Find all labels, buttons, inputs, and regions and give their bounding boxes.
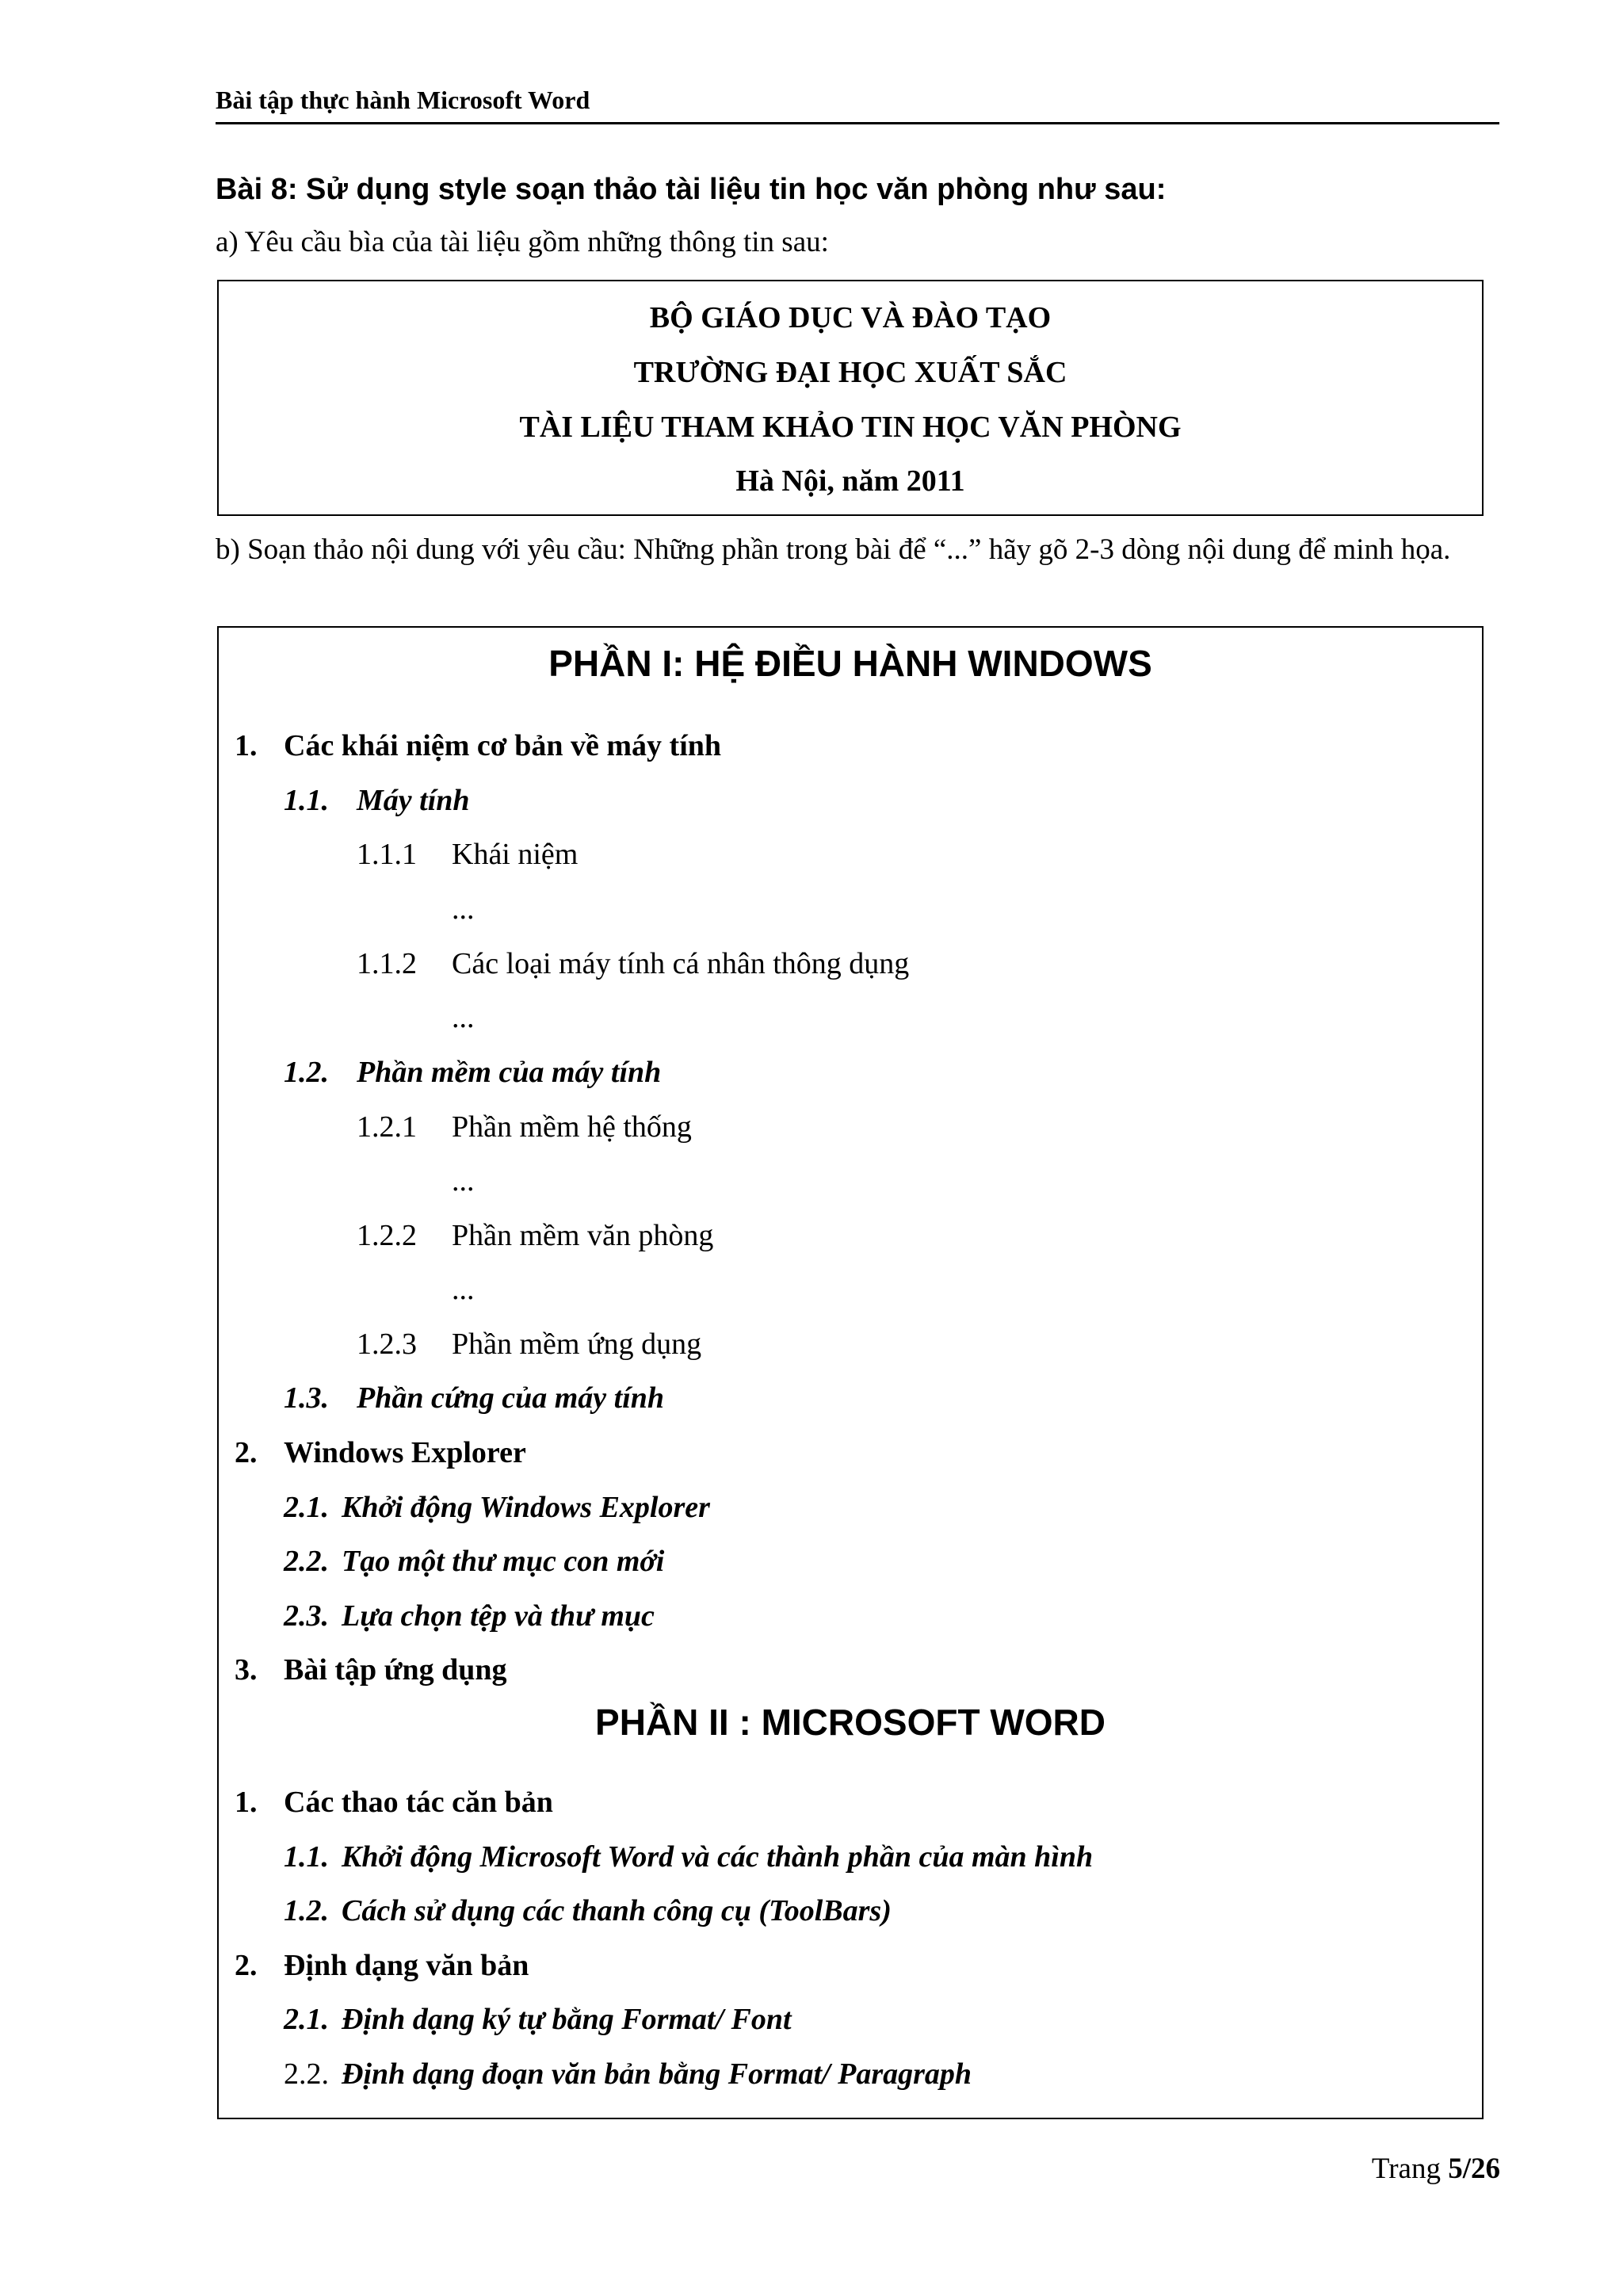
part2-title: PHẦN II : MICROSOFT WORD (595, 1702, 1106, 1743)
heading-text: Phần mềm hệ thống (452, 1110, 692, 1144)
heading-text: Phần mềm ứng dụng (452, 1328, 702, 1361)
heading-number: 1.1. (284, 1840, 329, 1874)
part-b-instruction: b) Soạn thảo nội dung với yêu cầu: Những phần trong bài để “...” hãy gõ 2-3 dòng nội dung để minh họa. (216, 533, 1451, 566)
heading-number: 1.2.1 (357, 1110, 417, 1144)
heading-number: 3. (235, 1653, 258, 1687)
heading-text: Windows Explorer (284, 1436, 526, 1469)
heading-text: Tạo một thư mục con mới (342, 1545, 665, 1578)
ellipsis-text: ... (452, 892, 475, 926)
heading-number: 2. (235, 1949, 258, 1982)
heading-text: Lựa chọn tệp và thư mục (342, 1599, 655, 1633)
cover-line-ministry: BỘ GIÁO DỤC VÀ ĐÀO TẠO (649, 301, 1052, 334)
heading-number: 2.3. (284, 1599, 329, 1633)
cover-line-place-year: Hà Nội, năm 2011 (735, 464, 965, 498)
heading-number: 1.3. (284, 1381, 329, 1415)
heading-text: Các loại máy tính cá nhân thông dụng (452, 947, 910, 980)
cover-line-university: TRƯỜNG ĐẠI HỌC XUẤT SẮC (633, 356, 1067, 389)
ellipsis-text: ... (452, 1001, 475, 1034)
heading-number: 1.2.2 (357, 1219, 417, 1252)
ellipsis-text: ... (452, 1273, 475, 1306)
heading-text: Phần mềm của máy tính (357, 1056, 662, 1089)
heading-number: 2.1. (284, 2003, 329, 2036)
content-box (217, 626, 1484, 2119)
page-footer (1372, 2152, 1500, 2186)
exercise-title: Bài 8: Sử dụng style soạn thảo tài liệu tin học văn phòng như sau: (216, 173, 1167, 206)
heading-number: 1. (235, 729, 258, 762)
cover-box (217, 280, 1484, 516)
page-label: Trang (1371, 2153, 1441, 2185)
heading-text: Phần cứng của máy tính (357, 1381, 665, 1415)
heading-number: 1.1.2 (357, 947, 417, 980)
heading-text: Máy tính (357, 784, 470, 817)
heading-text: Khởi động Windows Explorer (342, 1491, 710, 1524)
heading-number: 2.2. (284, 1545, 329, 1578)
heading-number: 1.2. (284, 1056, 329, 1089)
ellipsis-text: ... (452, 1164, 475, 1198)
heading-number: 2.1. (284, 1491, 329, 1524)
heading-text: Cách sử dụng các thanh công cụ (ToolBars) (342, 1894, 892, 1927)
page-header (216, 86, 1499, 124)
heading-text: Khái niệm (452, 838, 579, 871)
heading-text: Bài tập ứng dụng (284, 1653, 507, 1687)
part1-title: PHẦN I: HỆ ĐIỀU HÀNH WINDOWS (548, 643, 1152, 684)
cover-line-doc-title: TÀI LIỆU THAM KHẢO TIN HỌC VĂN PHÒNG (519, 411, 1182, 444)
heading-number: 1. (235, 1786, 258, 1819)
heading-text: Định dạng văn bản (284, 1949, 529, 1982)
heading-number: 1.2.3 (357, 1328, 417, 1361)
part-a-instruction: a) Yêu cầu bìa của tài liệu gồm những thông tin sau: (216, 226, 829, 258)
heading-number: 2.2. (284, 2057, 329, 2091)
heading-text: Định dạng đoạn văn bản bằng Format/ Paragraph (342, 2057, 972, 2091)
heading-number: 1.1. (284, 784, 329, 817)
heading-number: 1.1.1 (357, 838, 417, 871)
heading-number: 1.2. (284, 1894, 329, 1927)
heading-text: Các thao tác căn bản (284, 1786, 553, 1819)
heading-text: Phần mềm văn phòng (452, 1219, 714, 1252)
heading-text: Định dạng ký tự bằng Format/ Font (342, 2003, 792, 2036)
page-number: 5/26 (1448, 2153, 1500, 2185)
heading-number: 2. (235, 1436, 258, 1469)
heading-text: Khởi động Microsoft Word và các thành phần của màn hình (342, 1840, 1094, 1874)
header-title: Bài tập thực hành Microsoft Word (216, 86, 590, 114)
heading-text: Các khái niệm cơ bản về máy tính (284, 729, 722, 762)
